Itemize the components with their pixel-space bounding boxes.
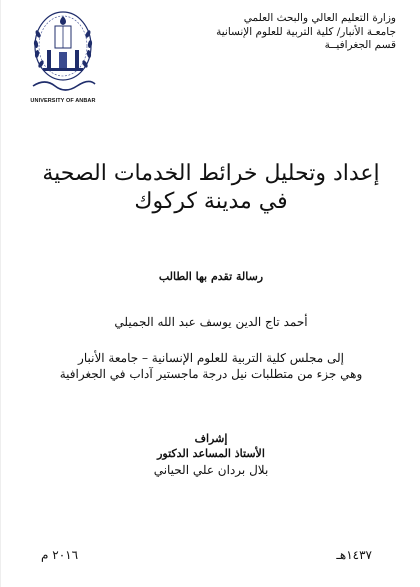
thesis-title-line-1: إعداد وتحليل خرائط الخدمات الصحية xyxy=(42,161,380,186)
date-gregorian: ٢٠١٦ م xyxy=(41,548,79,562)
thesis-title xyxy=(1,160,420,215)
supervision-block xyxy=(1,432,420,478)
institution-header xyxy=(176,12,396,53)
submitted-by-label: رسالة تقدم بها الطالب xyxy=(158,270,264,283)
submission-line-1: إلى مجلس كلية التربية للعلوم الإنسانية – جامعة الأنبار xyxy=(78,351,344,365)
university-logo xyxy=(25,6,101,104)
university-emblem-icon xyxy=(25,6,101,104)
supervision-label: إشراف xyxy=(194,432,228,445)
logo-caption: UNIVERSITY OF ANBAR xyxy=(30,98,96,104)
submission-line-2: وهي جزء من متطلبات نيل درجة ماجستير آداب في الجغرافية xyxy=(59,367,363,382)
university-college-line: جامعـة الأنبار/ كلية التربية للعلوم الإنسانية xyxy=(216,25,396,38)
student-name: أحمد تاج الدين يوسف عبد الله الجميلي xyxy=(114,315,308,329)
ministry-line: وزارة التعليم العالي والبحث العلمي xyxy=(243,12,396,24)
supervisor-rank: الأستاذ المساعد الدكتور xyxy=(157,446,265,460)
department-line: قسم الجغرافيــة xyxy=(324,39,396,52)
supervisor-name: بلال بردان علي الحياني xyxy=(153,462,269,477)
thesis-title-line-2: في مدينة كركوك xyxy=(134,188,288,214)
date-hijri: ١٤٣٧هـ xyxy=(336,548,372,562)
submission-statement xyxy=(1,350,420,382)
